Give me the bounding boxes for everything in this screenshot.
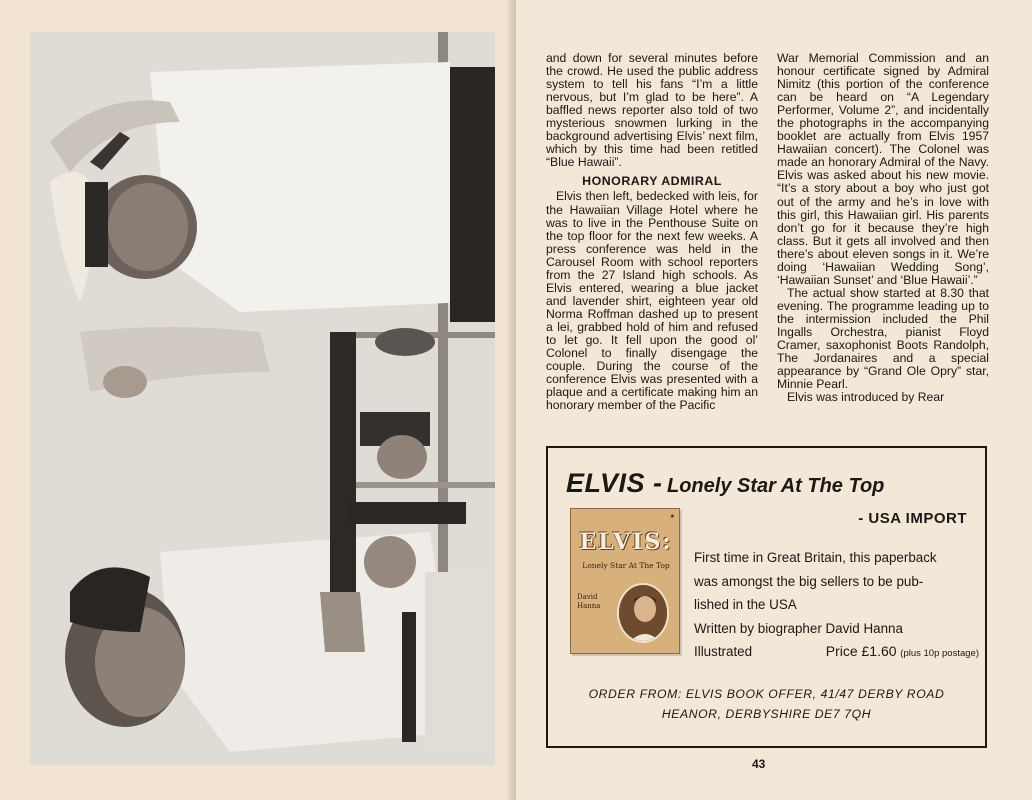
ad-body-line: Illustrated [694, 644, 753, 659]
order-address [548, 684, 985, 724]
book-advertisement [546, 446, 987, 748]
import-label: - USA IMPORT [858, 510, 967, 527]
book-cover-portrait [617, 583, 669, 643]
book-cover-title: ELVIS: [579, 529, 673, 555]
article-paragraph: and down for several minutes before the crowd. He used the public address system to tell his fans “I’m a little nervous, but I’m glad to be here”. A baffled news reporter also told of two mysterious snowmen lurking in the background advertising Elvis’ next film, which by this time had been retitled “Blue Hawaii”. [546, 51, 758, 170]
article-paragraph: Elvis was introduced by Rear [787, 390, 945, 405]
ad-title-main: ELVIS - [566, 468, 663, 498]
article-paragraph: Elvis then left, bedecked with leis, for the Hawaiian Village Hotel where he was to live in the Penthouse Suite on the top floor for the next few weeks. A press conference was held in the Carousel Room with school reporters from the 27 Island high schools. As Elvis entered, wearing a blue jacket and lavender shirt, eighteen year old Norma Roffman dashed up to present a lei, grabbed hold of him and refused to let go. It fell upon the good ol’ Colonel to finally disengage the couple. During the course of the conference Elvis was presented with a plaque and a certificate making him an honorary member of the Pacific [546, 189, 758, 413]
book-badge: ★ [669, 513, 675, 520]
ad-description [694, 546, 979, 666]
article-column-2 [777, 52, 989, 404]
order-line: ORDER FROM: ELVIS BOOK OFFER, 41/47 DERBY ROAD [588, 687, 945, 701]
article-paragraph: War Memorial Commission and an honour certificate signed by Admiral Nimitz (this portion of the conference can be heard on “A Legendary Performer, Volume 2”, and incidentally the photographs in the accompanying booklet are actually from Elvis 1957 Hawaiian concert). The Colonel was made an honorary Admiral of the Navy. Elvis was asked about his new movie. “It’s a story about a boy who just got out of the army and he’s in love with this girl, this Hawaiian girl. His parents don’t go for it because they’re high class. But it gets all involved and then there’s about eleven songs in it. We’re doing ‘Hawaiian Wedding Song’, ‘Hawaiian Sunset’ and ‘Blue Hawaii’.” [777, 51, 989, 287]
ad-title [566, 468, 976, 499]
article-paragraph: The actual show started at 8.30 that evening. The programme leading up to the intermission included the Phil Ingalls Orchestra, pianist Floyd Cramer, saxophonist Boots Randolph, The Jordanaires and a special appearance by “Grand Ole Opry” star, Minnie Pearl. [777, 285, 989, 392]
price-row [694, 640, 979, 666]
page-number: 43 [752, 757, 766, 771]
book-cover-author: David Hanna [577, 593, 601, 610]
book-cover-image [570, 508, 680, 654]
ad-body-line: Written by biographer David Hanna [694, 620, 903, 636]
book-cover-subtitle: Lonely Star At The Top [582, 561, 670, 570]
ad-body-line: First time in Great Britain, this paperback [694, 550, 937, 565]
ad-body-line: lished in the USA [694, 597, 797, 612]
article-column-1 [546, 52, 758, 412]
order-line: HEANOR, DERBYSHIRE DE7 7QH [661, 707, 872, 721]
price-label: Price £1.60 [825, 643, 897, 659]
section-heading: HONORARY ADMIRAL [582, 174, 722, 189]
ad-title-sub: Lonely Star At The Top [666, 475, 885, 497]
ad-body-line: was amongst the big sellers to be pub- [694, 573, 924, 589]
portrait-illustration [619, 585, 669, 643]
postage-label: (plus 10p postage) [900, 648, 979, 659]
photo-illustration [30, 32, 495, 765]
elvis-photo [30, 32, 495, 765]
